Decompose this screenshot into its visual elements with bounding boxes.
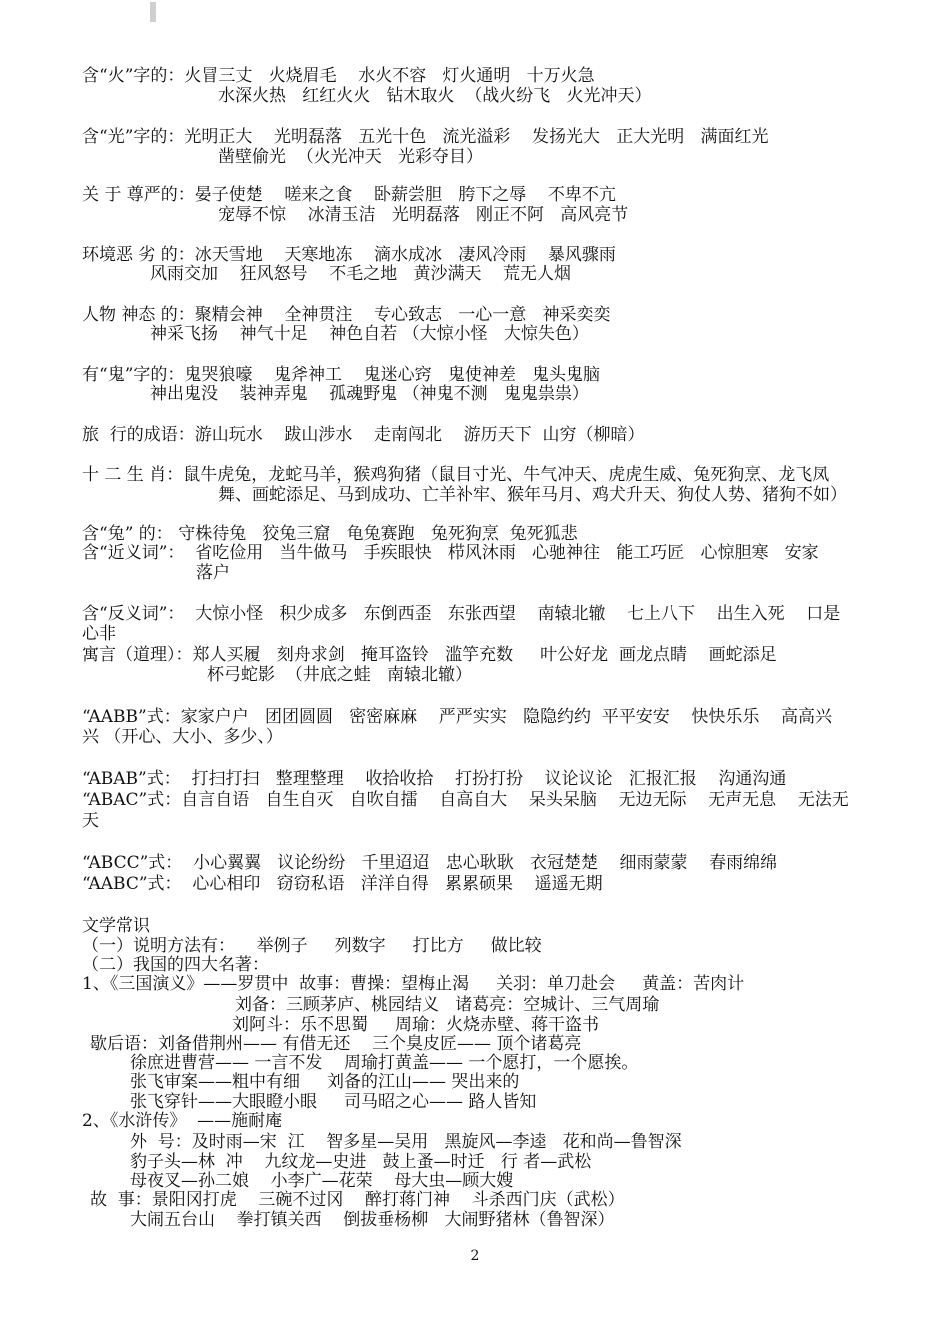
text-line: 神出鬼没 装神弄鬼 孤魂野鬼 （神鬼不测 鬼鬼祟祟）: [150, 384, 589, 404]
text-line: 凿壁偷光 （火光冲天 光彩夺目）: [218, 147, 484, 167]
text-line: 宠辱不惊 冰清玉洁 光明磊落 刚正不阿 高风亮节: [218, 205, 629, 225]
text-line: “ABCC”式： 小心翼翼 议论纷纷 千里迢迢 忠心耿耿 衣冠楚楚 细雨蒙蒙 春雨绵绵: [82, 853, 778, 873]
text-line: 含“兔” 的： 守株待兔 狡兔三窟 龟兔赛跑 兔死狗烹 兔死狐悲: [82, 524, 578, 544]
text-line: 杯弓蛇影 （井底之蛙 南辕北辙）: [207, 665, 473, 685]
text-line: 神采飞扬 神气十足 神色自若 （大惊小怪 大惊失色）: [150, 324, 589, 344]
text-line: 2、《水浒传》 ——施耐庵: [82, 1111, 283, 1131]
text-line: 含“反义词”： 大惊小怪 积少成多 东倒西歪 东张西望 南辕北辙 七上八下 出生入死 口是: [82, 604, 841, 624]
text-line: 张飞穿针——大眼瞪小眼 司马昭之心—— 路人皆知: [130, 1092, 537, 1112]
text-line: 刘阿斗：乐不思蜀 周瑜：火烧赤壁、蒋干盗书: [232, 1015, 600, 1035]
text-line: 含“光”字的：光明正大 光明磊落 五光十色 流光溢彩 发扬光大 正大光明 满面红光: [82, 127, 769, 147]
section-heading: 文学常识: [82, 916, 150, 936]
text-line: “AABB”式：家家户户 团团圆圆 密密麻麻 严严实实 隐隐约约 平平安安 快快乐乐 高高兴: [82, 707, 833, 727]
text-line: 徐庶进曹营—— 一言不发 周瑜打黄盖—— 一个愿打，一个愿挨。: [130, 1053, 639, 1073]
text-line: 环境恶 劣 的：冰天雪地 天寒地冻 滴水成冰 凄风冷雨 暴风骤雨: [82, 245, 616, 265]
text-line: “AABC”式： 心心相印 窃窃私语 洋洋自得 累累硕果 遥遥无期: [82, 874, 603, 894]
text-line: 寓言（道理）：郑人买履 刻舟求剑 掩耳盗铃 滥竽充数 叶公好龙 画龙点睛 画蛇添足: [82, 645, 777, 665]
text-line: 刘备：三顾茅庐、桃园结义 诸葛亮：空城计、三气周瑜: [235, 995, 660, 1015]
text-line: 张飞审案——粗中有细 刘备的江山—— 哭出来的: [130, 1072, 520, 1092]
text-line: 母夜叉—孙二娘 小李广—花荣 母大虫—顾大嫂: [130, 1171, 514, 1191]
header-mark: [150, 2, 156, 22]
text-line: 大闹五台山 拳打镇关西 倒拔垂杨柳 大闹野猪林（鲁智深）: [130, 1210, 615, 1230]
text-line: 落户: [196, 563, 230, 583]
text-line: “ABAC”式：自言自语 自生自灭 自吹自擂 自高自大 呆头呆脑 无边无际 无声无息 无法无: [82, 790, 849, 810]
text-line: 有“鬼”字的：鬼哭狼嚎 鬼斧神工 鬼迷心窍 鬼使神差 鬼头鬼脑: [82, 365, 601, 385]
text-line: 含“近义词”： 省吃俭用 当牛做马 手疾眼快 栉风沐雨 心驰神往 能工巧匠 心惊胆寒 安家: [82, 543, 819, 563]
text-line: “ABAB”式： 打扫打扫 整理整理 收拾收拾 打扮打扮 议论议论 汇报汇报 沟通沟通: [82, 769, 787, 789]
text-line: 兴 （开心、大小、多少、）: [82, 727, 283, 747]
text-line: 心非: [82, 624, 116, 644]
text-line: 风雨交加 狂风怒号 不毛之地 黄沙满天 荒无人烟: [150, 264, 572, 284]
text-line: 含“火”字的：火冒三丈 火烧眉毛 水火不容 灯火通明 十万火急: [82, 66, 595, 86]
text-line: 1、《三国演义》——罗贯中 故事：曹操：望梅止渴 关羽：单刀赴会 黄盖：苦肉计: [82, 974, 745, 994]
text-line: 关 于 尊严的：晏子使楚 嗟来之食 卧薪尝胆 胯下之辱 不卑不亢: [82, 185, 616, 205]
text-line: （一）说明方法有： 举例子 列数字 打比方 做比较: [82, 936, 542, 956]
text-line: （二）我国的四大名著：: [82, 955, 269, 975]
text-line: 水深火热 红红火火 钻木取火 （战火纷飞 火光冲天）: [218, 86, 652, 106]
text-line: 歇后语：刘备借荆州—— 有借无还 三个臭皮匠—— 顶个诸葛亮: [90, 1034, 582, 1054]
page-number: 2: [470, 1248, 480, 1264]
text-line: 十 二 生 肖：鼠牛虎兔，龙蛇马羊，猴鸡狗猪（鼠目寸光、牛气冲天、虎虎生威、兔死狗烹、龙飞凤: [82, 465, 830, 485]
text-line: 天: [82, 811, 99, 831]
text-line: 舞、画蛇添足、马到成功、亡羊补牢、猴年马月、鸡犬升天、狗仗人势、猪狗不如）: [218, 485, 847, 505]
text-line: 故 事：景阳冈打虎 三碗不过冈 醉打蒋门神 斗杀西门庆（武松）: [90, 1190, 625, 1210]
text-line: 外 号：及时雨—宋 江 智多星—吴用 黑旋风—李逵 花和尚—鲁智深: [130, 1132, 682, 1152]
text-line: 人物 神态 的：聚精会神 全神贯注 专心致志 一心一意 神采奕奕: [82, 305, 611, 325]
text-line: 豹子头—林 冲 九纹龙—史进 鼓上蚤—时迁 行 者—武松: [130, 1152, 592, 1172]
text-line: 旅 行的成语：游山玩水 跋山涉水 走南闯北 游历天下 山穷（柳暗）: [82, 425, 645, 445]
